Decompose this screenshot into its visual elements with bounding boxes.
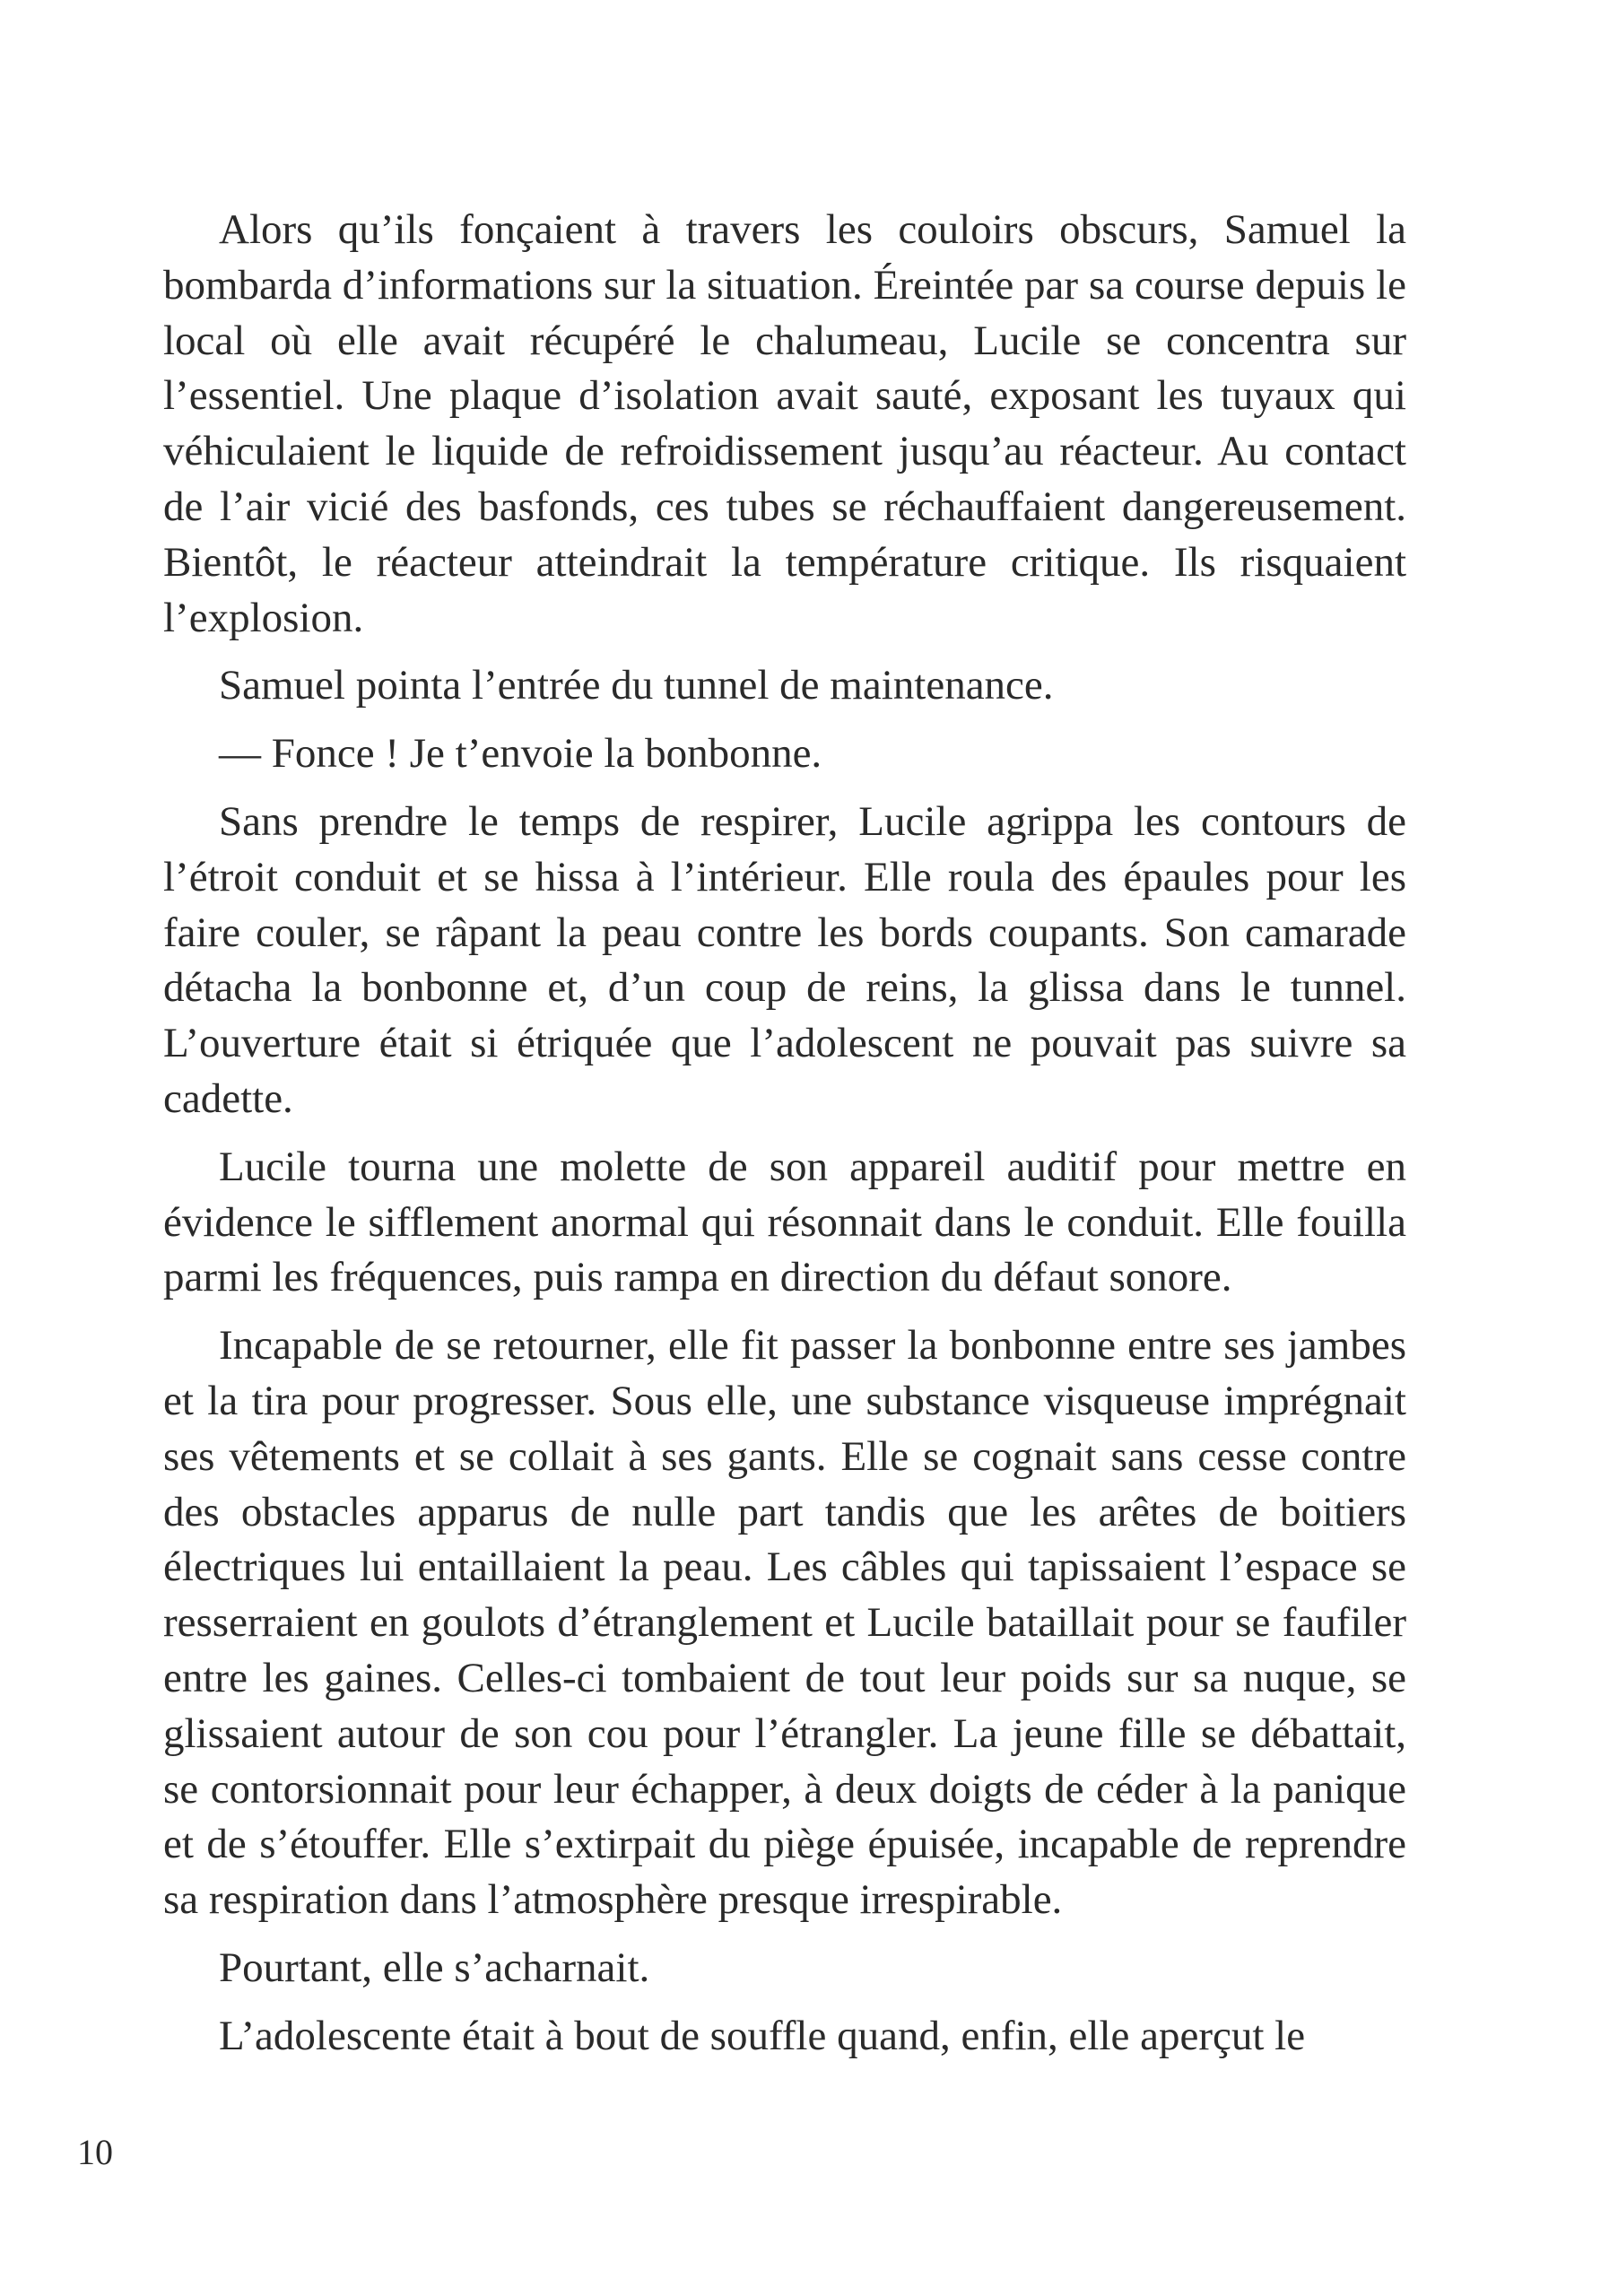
page-body	[163, 203, 1406, 2077]
paragraph: Samuel pointa l’entrée du tunnel de maintenance.	[219, 662, 1054, 709]
page-number: 10	[77, 2132, 113, 2172]
paragraph: Sans prendre le temps de respirer, Lucile agrippa les contours de l’étroit conduit et se hissa à l’intérieur. Elle roula des épaules pour les faire couler, se râpant la peau contre les bords coupants. Son camarade détacha la bonbonne et, d’un coup de reins, la glissa dans le tunnel. L’ouverture était si étriquée que l’adolescent ne pouvait pas suivre sa cadette.	[163, 797, 1406, 1122]
paragraph: Incapable de se retourner, elle fit passer la bonbonne entre ses jambes et la tira pour progresser. Sous elle, une substance visqueuse imprégnait ses vêtements et se collait à ses gants. Elle se cognait sans cesse contre des obstacles apparus de nulle part tandis que les arêtes de boitiers électriques lui entaillaient la peau. Les câbles qui tapissaient l’espace se resserraient en goulots d’étranglement et Lucile bataillait pour se faufiler entre les gaines. Celles-ci tombaient de tout leur poids sur sa nuque, se glissaient autour de son cou pour l’étrangler. La jeune fille se débattait, se contorsionnait pour leur échapper, à deux doigts de céder à la panique et de s’étouffer. Elle s’extirpait du piège épuisée, incapable de reprendre sa respiration dans l’atmosphère presque irrespirable.	[163, 1322, 1406, 1924]
paragraph: Pourtant, elle s’acharnait.	[219, 1944, 650, 1991]
paragraph: L’adolescente était à bout de souffle quand, enfin, elle aperçut le	[219, 2012, 1306, 2059]
paragraph: — Fonce ! Je t’envoie la bonbonne.	[219, 730, 822, 778]
paragraph: Lucile tourna une molette de son appareil auditif pour mettre en évidence le sifflement anormal qui résonnait dans le conduit. Elle fouilla parmi les fréquences, puis rampa en direction du défaut sonore.	[163, 1143, 1406, 1301]
paragraph: Alors qu’ils fonçaient à travers les couloirs obscurs, Samuel la bombarda d’informations sur la situation. Éreintée par sa course depuis le local où elle avait récupéré le chalumeau, Lucile se concentra sur l’essentiel. Une plaque d’isolation avait sauté, exposant les tuyaux qui véhiculaient le liquide de refroidissement jusqu’au réacteur. Au contact de l’air vicié des basfonds, ces tubes se réchauffaient dangereusement. Bientôt, le réacteur atteindrait la température critique. Ils risquaient l’explosion.	[163, 206, 1406, 641]
